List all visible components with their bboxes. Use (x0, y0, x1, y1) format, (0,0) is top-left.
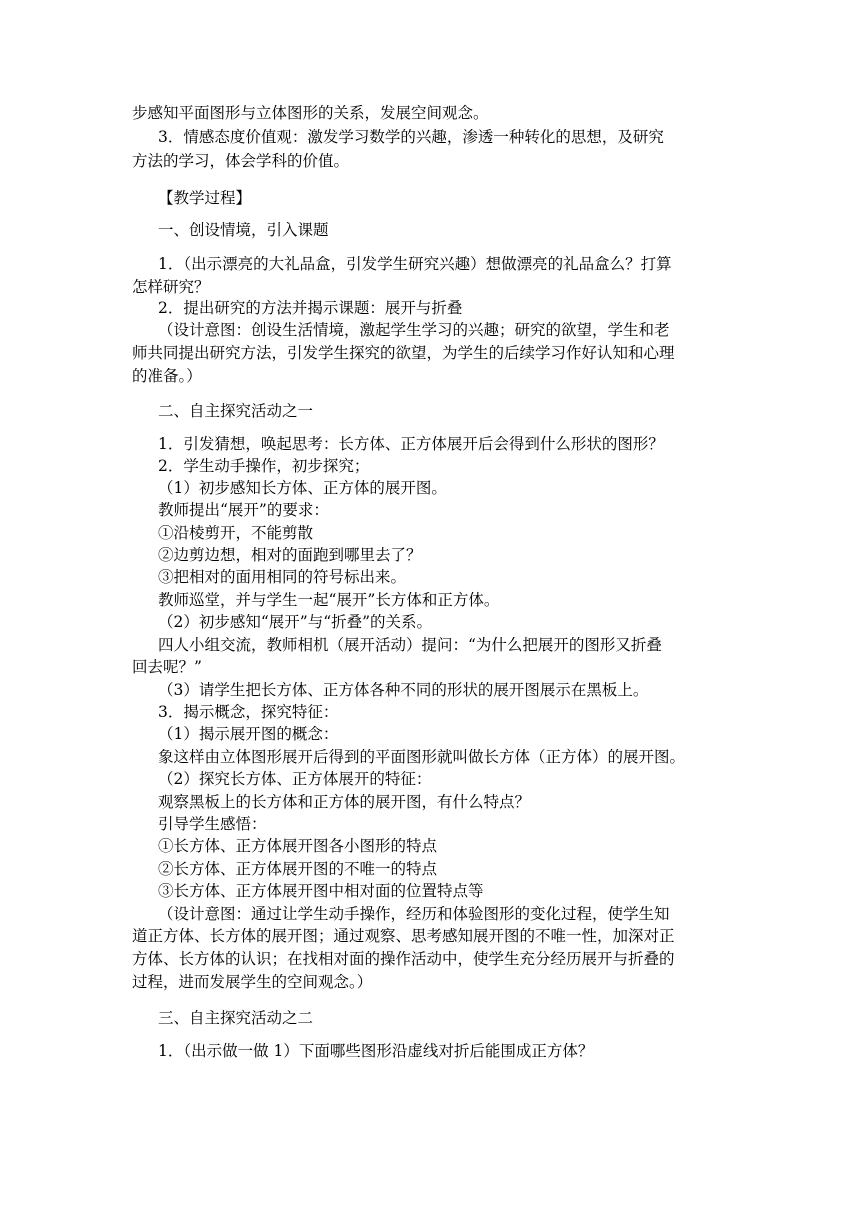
text-line: 教师提出“展开”的要求： (158, 501, 329, 519)
text-line: ①长方体、正方体展开图各小图形的特点 (158, 837, 438, 855)
text-line: 观察黑板上的长方体和正方体的展开图，有什么特点？ (158, 793, 531, 811)
text-line: 3．揭示概念，探究特征： (158, 703, 339, 721)
text-line: 1．（出示漂亮的大礼品盒，引发学生研究兴趣）想做漂亮的礼品盒么？打算 (158, 255, 672, 273)
text-line: 教师巡堂，并与学生一起“展开”长方体和正方体。 (158, 591, 500, 609)
section-heading: 一、创设情境，引入课题 (158, 221, 329, 239)
text-line: 四人小组交流，教师相机（展开活动）提问：“为什么把展开的图形又折叠 (158, 636, 662, 654)
text-line: 步感知平面图形与立体图形的关系，发展空间观念。 (132, 104, 489, 122)
text-line: 道正方体、长方体的展开图；通过观察、思考感知展开图的不唯一性，加深对正 (132, 927, 675, 945)
text-line: （设计意图：通过让学生动手操作，经历和体验图形的变化过程，使学生知 (158, 905, 670, 923)
text-line: 3．情感态度价值观：激发学习数学的兴趣，渗透一种转化的思想，及研究 (158, 128, 664, 146)
text-line: （1）揭示展开图的概念： (158, 725, 339, 743)
text-line: 过程，进而发展学生的空间观念。） (132, 973, 373, 991)
text-line: （3）请学生把长方体、正方体各种不同的形状的展开图展示在黑板上。 (158, 681, 649, 699)
text-line: （设计意图：创设生活情境，激起学生学习的兴趣；研究的欲望，学生和老 (158, 321, 670, 339)
text-line: 2．提出研究的方法并揭示课题：展开与折叠 (158, 299, 463, 317)
text-line: （1）初步感知长方体、正方体的展开图。 (158, 479, 447, 497)
text-line: 引导学生感悟： (158, 815, 267, 833)
text-line: 方体、长方体的认识；在找相对面的操作活动中，使学生充分经历展开与折叠的 (132, 950, 675, 968)
text-line: （2）初步感知“展开”与“折叠”的关系。 (158, 613, 433, 631)
text-line: （2）探究长方体、正方体展开的特征： (158, 770, 432, 788)
text-line: 象这样由立体图形展开后得到的平面图形就叫做长方体（正方体）的展开图。 (158, 748, 686, 766)
text-line: ②长方体、正方体展开图的不唯一的特点 (158, 860, 438, 878)
text-line: ③把相对的面用相同的符号标出来。 (158, 568, 407, 586)
text-line: 方法的学习，体会学科的价值。 (132, 152, 350, 170)
section-heading: 【教学过程】 (158, 189, 252, 207)
text-line: 1．（出示做一做 1）下面哪些图形沿虚线对折后能围成正方体？ (158, 1042, 594, 1060)
section-heading: 二、自主探究活动之一 (158, 402, 314, 420)
text-line: 2．学生动手操作，初步探究； (158, 457, 370, 475)
text-line: 回去呢？” (132, 658, 202, 676)
text-line: 1．引发猜想，唤起思考：长方体、正方体展开后会得到什么形状的图形？ (158, 435, 664, 453)
section-heading: 三、自主探究活动之二 (158, 1009, 314, 1027)
text-line: ③长方体、正方体展开图中相对面的位置特点等 (158, 882, 484, 900)
text-line: ②边剪边想，相对的面跑到哪里去了？ (158, 546, 422, 564)
text-line: ①沿棱剪开，不能剪散 (158, 524, 314, 542)
text-line: 的准备。） (132, 367, 202, 385)
text-line: 怎样研究？ (132, 278, 210, 296)
text-line: 师共同提出研究方法，引发学生探究的欲望，为学生的后续学习作好认知和心理 (132, 344, 675, 362)
